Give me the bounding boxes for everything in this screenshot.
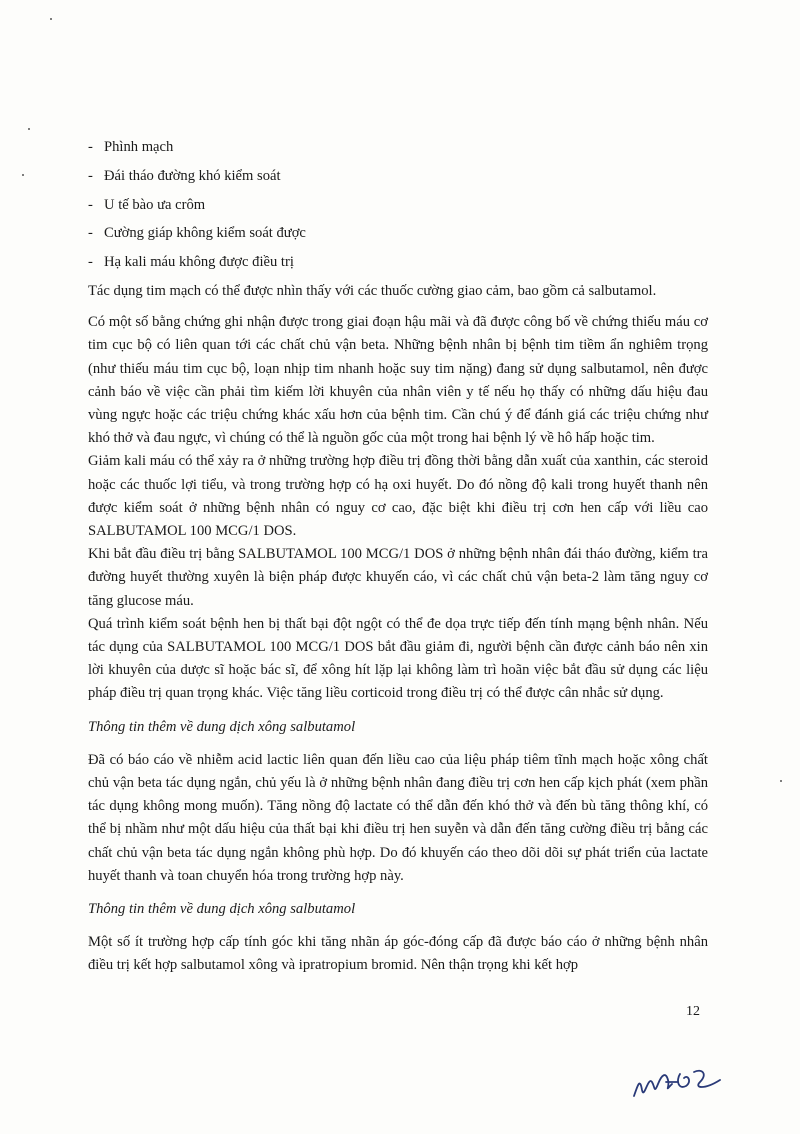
paragraph-asthma-control: Quá trình kiểm soát bệnh hen bị thất bại đột ngột có thể đe dọa trực tiếp đến tính mạng bệnh nhân. Nếu tác dụng của SALBUTAMOL 100 MCG/1 DOS bắt đầu giảm đi, người bệnh cần được cảnh báo nên xin lời khuyên của dược sĩ hoặc bác sĩ, để xông hít lặp lại không làm trì hoãn việc bắt đầu sử dụng các liệu pháp điều trị quan trọng khác. Việc tăng liều corticoid trong điều trị có thể được cân nhắc sử dụng. [88, 615, 708, 702]
list-item: - Hạ kali máu không được điều trị [88, 254, 294, 271]
paragraph-diabetes: Khi bắt đầu điều trị bằng SALBUTAMOL 100 MCG/1 DOS ở những bệnh nhân đái tháo đường, kiểm tra đường huyết thường xuyên là biện pháp được khuyến cáo, vì các chất chủ vận beta-2 làm tăng nguy cơ tăng glucose máu. [88, 546, 708, 609]
list-item: - Cường giáp không kiểm soát được [88, 225, 306, 242]
paragraph-hypokalemia: Giảm kali máu có thể xảy ra ở những trường hợp điều trị đồng thời bằng dẫn xuất của xanthin, các steroid hoặc các thuốc lợi tiểu, và trong trường hợp có hạ oxi huyết. Do đó nồng độ kali trong huyết thanh nên được kiểm soát ở những bệnh nhân có nguy cơ cao, đặc biệt khi điều trị cơn hen cấp với liều cao SALBUTAMOL 100 MCG/1 DOS. [88, 453, 708, 540]
contraindication-list [88, 136, 708, 274]
paragraph-cardiovascular: Tác dụng tim mạch có thể được nhìn thấy với các thuốc cường giao cảm, bao gồm cả salbutamol. [88, 282, 657, 299]
section-heading: Thông tin thêm về dung dịch xông salbutamol [88, 901, 356, 918]
scan-speck [50, 18, 52, 20]
page-number: 12 [686, 1004, 700, 1019]
scan-speck [22, 174, 24, 176]
section-heading: Thông tin thêm về dung dịch xông salbutamol [88, 718, 356, 735]
paragraph-lactic-acidosis: Đã có báo cáo về nhiễm acid lactic liên quan đến liều cao của liệu pháp tiêm tĩnh mạch hoặc xông chất chủ vận beta tác dụng ngắn, chủ yếu là ở những bệnh nhân đang điều trị cơn hen cấp kịch phát (xem phần tác dụng không mong muốn). Tăng nồng độ lactate có thể dẫn đến khó thở và đến bù tăng thông khí, có thể bị nhầm như một dấu hiệu của thất bại khi điều trị hen suyễn và dẫn đến tăng cường điều trị bằng các chất chủ vận beta tác dụng ngắn không phù hợp. Do đó khuyến cáo theo dõi dõi sự phát triển của lactate huyết thanh và toan chuyển hóa trong trường hợp này. [88, 751, 708, 884]
signature-mark [628, 1060, 728, 1102]
paragraph-myocardial-ischemia: Có một số bằng chứng ghi nhận được trong giai đoạn hậu mãi và đã được công bố về chứng thiếu máu cơ tim cục bộ có liên quan tới các chất chủ vận beta. Những bệnh nhân bị bệnh tim tiềm ẩn nghiêm trọng (như thiếu máu tim cục bộ, loạn nhịp tim nhanh hoặc suy tim nặng) đang sử dụng salbutamol, nên được cảnh báo về việc cần phải tìm kiếm lời khuyên của nhân viên y tế nếu họ thấy có những dấu hiệu đau vùng ngực hoặc các triệu chứng khác xấu hơn của bệnh tim. Cần chú ý để đánh giá các triệu chứng như khó thở và đau ngực, vì chúng có thể là nguồn gốc của một trong hai bệnh lý về hô hấp hoặc tim. [88, 314, 708, 447]
list-item: - Đái tháo đường khó kiểm soát [88, 167, 281, 184]
list-item: - Phình mạch [88, 139, 174, 155]
document-body [88, 136, 708, 978]
paragraph-glaucoma: Một số ít trường hợp cấp tính góc khi tăng nhãn áp góc-đóng cấp đã được báo cáo ở những bệnh nhân điều trị kết hợp salbutamol xông và ipratropium bromid. Nên thận trọng khi kết hợp [88, 934, 708, 974]
list-item: - U tế bào ưa crôm [88, 196, 206, 213]
scan-speck [28, 128, 30, 130]
scan-speck [780, 780, 782, 782]
